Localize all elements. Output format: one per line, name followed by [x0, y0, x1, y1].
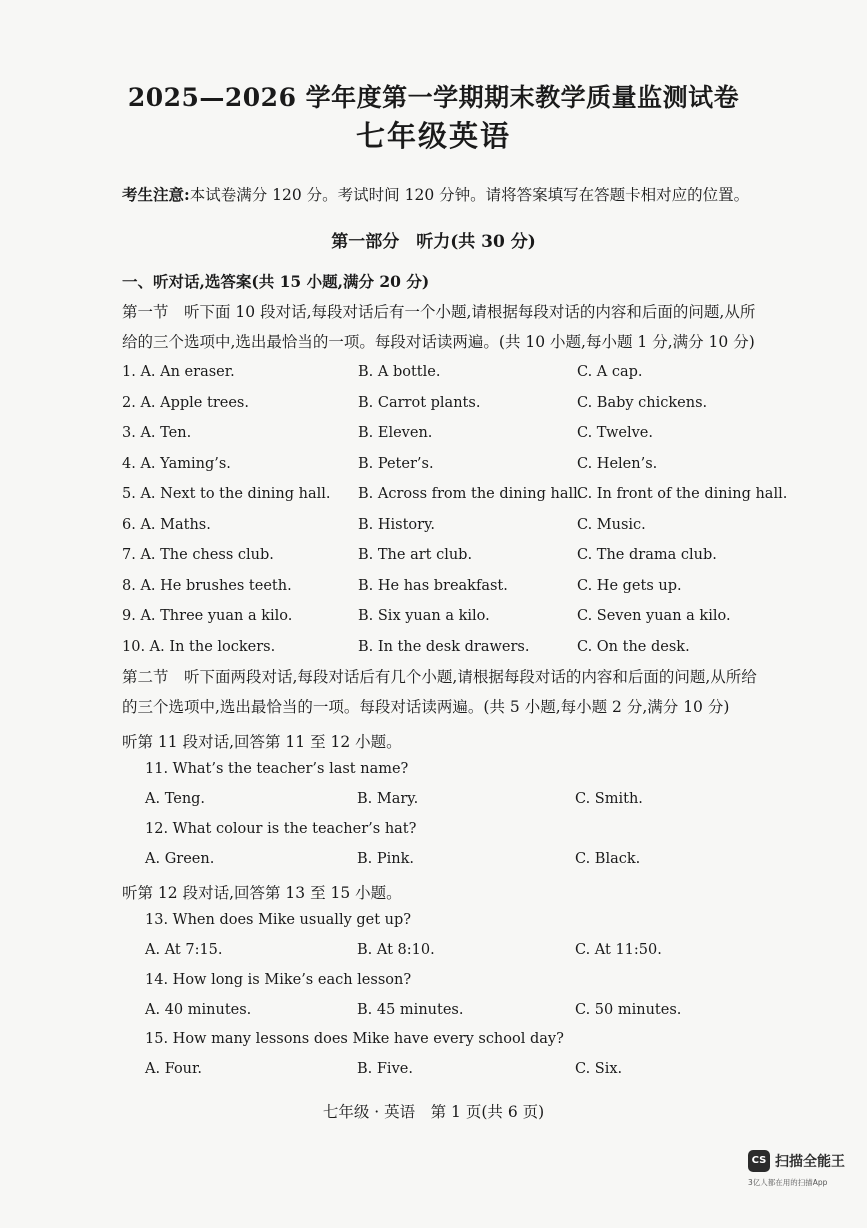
option-c: C. Helen’s.	[577, 455, 658, 472]
option-a: A. At 7:15.	[145, 942, 223, 958]
option-a: 4. A. Yaming’s.	[122, 455, 231, 472]
dialog11-intro: 听第 11 段对话,回答第 11 至 12 小题。	[122, 733, 402, 751]
options-15	[145, 1061, 825, 1089]
question-row	[122, 517, 822, 545]
option-b: B. 45 minutes.	[357, 1002, 464, 1018]
option-a: 1. A. An eraser.	[122, 364, 235, 380]
option-a: A. Green.	[145, 851, 215, 867]
dialog12-intro: 听第 12 段对话,回答第 13 至 15 小题。	[122, 884, 402, 902]
option-b: B. He has breakfast.	[358, 577, 508, 594]
part1-title: 第一部分 听力(共 30 分)	[331, 232, 536, 252]
option-c: C. Smith.	[575, 791, 643, 807]
question-row	[122, 608, 822, 636]
option-a: 5. A. Next to the dining hall.	[122, 486, 331, 502]
option-c: C. Twelve.	[577, 425, 653, 441]
option-b: B. Pink.	[357, 851, 415, 867]
option-c: C. Seven yuan a kilo.	[577, 608, 731, 624]
section-title: 一、听对话,选答案(共 15 小题,满分 20 分)	[122, 272, 430, 291]
option-b: B. In the desk drawers.	[358, 638, 530, 655]
option-c: C. Music.	[577, 516, 646, 533]
question-row	[122, 456, 822, 484]
options-11	[145, 791, 825, 819]
option-c: C. 50 minutes.	[575, 1002, 682, 1018]
scanner-watermark	[748, 1150, 863, 1220]
question-row	[122, 578, 822, 606]
option-c: C. A cap.	[577, 364, 643, 380]
notice-label: 考生注意:	[122, 185, 190, 204]
notice-text: 本试卷满分 120 分。考试时间 120 分钟。请将答案填写在答题卡相对应的位置。	[189, 186, 750, 204]
exam-subtitle: 七年级英语	[355, 119, 511, 153]
section2-intro: 第二节 听下面两段对话,每段对话后有几个小题,请根据每段对话的内容和后面的问题,从所给的三个选项中,选出最恰当的一项。每段对话读两遍。(共 5 小题,每小题 2 分,满分 10 分)	[122, 668, 757, 716]
question-row	[122, 364, 822, 392]
option-b: B. History.	[358, 516, 435, 533]
options-12	[145, 851, 825, 879]
option-b: B. Peter’s.	[358, 455, 434, 472]
options-14	[145, 1002, 825, 1030]
exam-title: 2025—2026 学年度第一学期期末教学质量监测试卷	[127, 83, 740, 112]
option-c: C. He gets up.	[577, 577, 682, 594]
option-b: B. Across from the dining hall.	[358, 486, 583, 502]
option-b: B. Carrot plants.	[358, 394, 481, 411]
option-a: 10. A. In the lockers.	[122, 638, 276, 655]
question-14: 14. How long is Mike’s each lesson?	[145, 972, 412, 988]
option-b: B. A bottle.	[358, 364, 441, 380]
option-c: C. In front of the dining hall.	[577, 486, 788, 502]
option-b: B. The art club.	[358, 547, 473, 563]
question-row	[122, 395, 822, 423]
question-row	[122, 547, 822, 575]
option-a: 3. A. Ten.	[122, 425, 192, 441]
question-row	[122, 425, 822, 453]
page-footer: 七年级 · 英语 第 1 页(共 6 页)	[322, 1103, 545, 1121]
option-a: A. 40 minutes.	[145, 1002, 252, 1018]
option-c: C. Six.	[575, 1061, 623, 1077]
option-c: C. The drama club.	[577, 547, 717, 563]
option-c: C. Black.	[575, 851, 641, 867]
exam-notice	[122, 183, 749, 205]
watermark-name: 扫描全能王	[775, 1154, 845, 1170]
option-a: 2. A. Apple trees.	[122, 394, 249, 411]
option-b: B. Mary.	[357, 791, 419, 807]
question-13: 13. When does Mike usually get up?	[145, 912, 412, 928]
question-11: 11. What’s the teacher’s last name?	[145, 761, 409, 777]
question-row	[122, 486, 822, 514]
option-c: C. Baby chickens.	[577, 394, 708, 411]
option-a: 7. A. The chess club.	[122, 547, 274, 563]
question-15: 15. How many lessons does Mike have every school day?	[145, 1031, 564, 1047]
option-a: 6. A. Maths.	[122, 516, 211, 533]
option-c: C. On the desk.	[577, 638, 690, 655]
section1-intro: 第一节 听下面 10 段对话,每段对话后有一个小题,请根据每段对话的内容和后面的问题,从所给的三个选项中,选出最恰当的一项。每段对话读两遍。(共 10 小题,每小题 1 分,满分 10 分)	[122, 303, 756, 351]
camscanner-logo-icon: CS	[748, 1150, 770, 1172]
option-b: B. Five.	[357, 1061, 413, 1077]
option-c: C. At 11:50.	[575, 942, 662, 958]
options-13	[145, 942, 825, 970]
option-a: A. Four.	[145, 1061, 202, 1077]
option-a: 8. A. He brushes teeth.	[122, 577, 292, 594]
option-a: 9. A. Three yuan a kilo.	[122, 608, 293, 624]
option-b: B. At 8:10.	[357, 942, 435, 958]
option-a: A. Teng.	[145, 791, 206, 807]
watermark-tagline: 3亿人都在用的扫描App	[748, 1178, 828, 1187]
option-b: B. Eleven.	[358, 425, 433, 441]
option-b: B. Six yuan a kilo.	[358, 608, 490, 624]
question-12: 12. What colour is the teacher’s hat?	[145, 821, 417, 837]
